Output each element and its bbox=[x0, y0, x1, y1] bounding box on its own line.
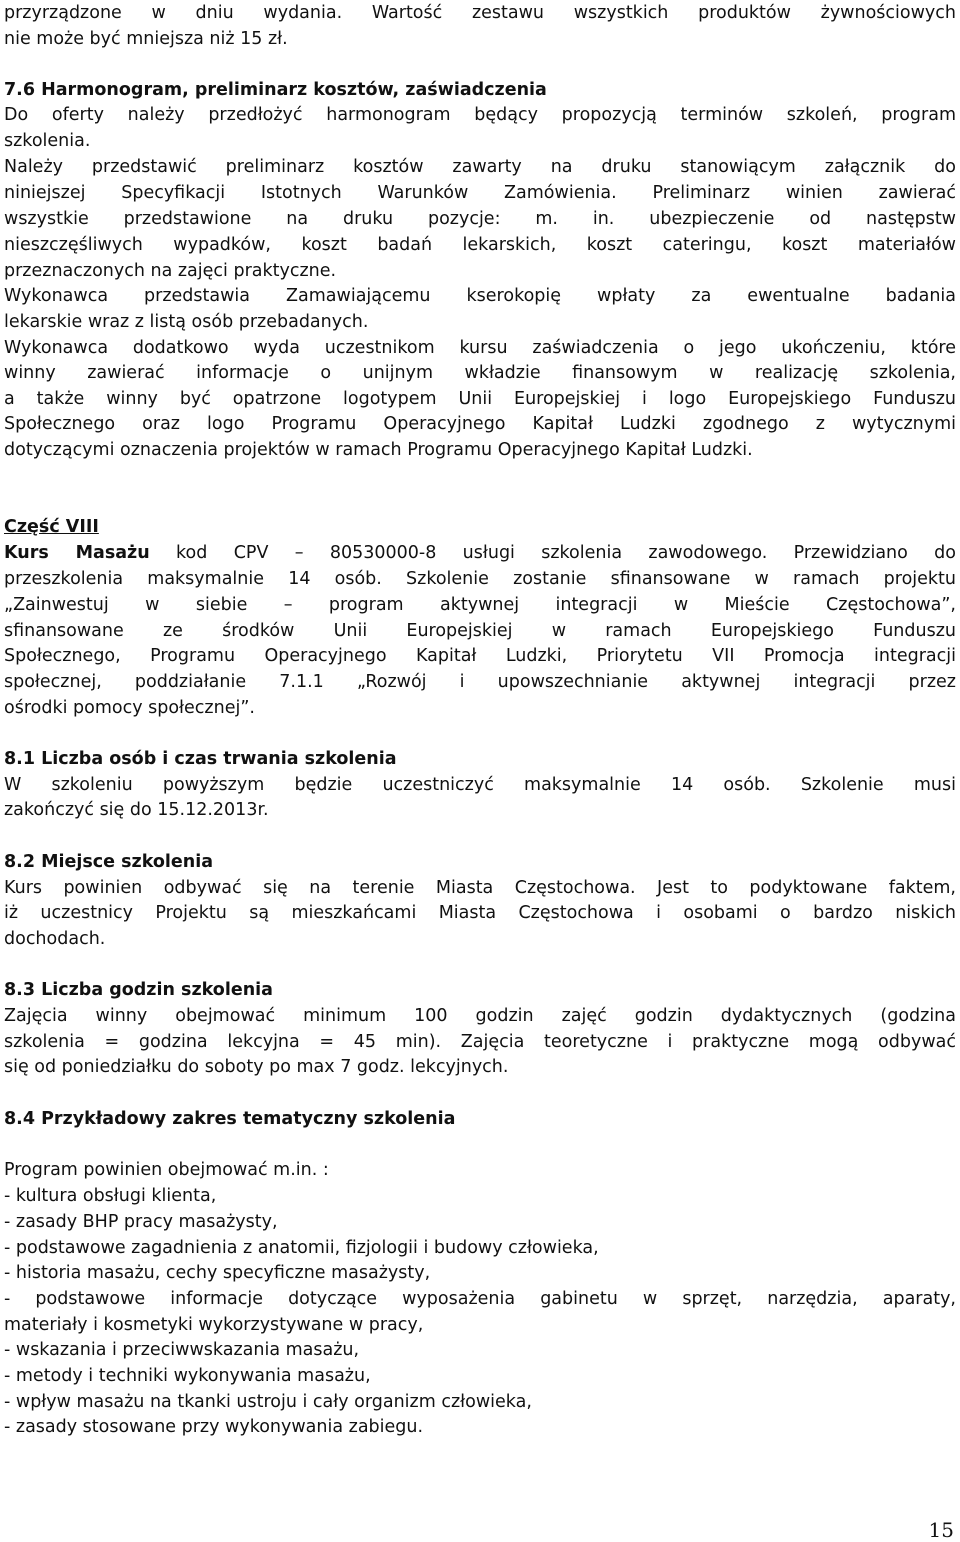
paragraph-line bbox=[4, 541, 956, 566]
list-item: - wpływ masażu na tkanki ustroju i cały organizm człowieka, bbox=[4, 1392, 532, 1412]
paragraph-line: Społecznego, Programu Operacyjnego Kapitał Ludzki, Priorytetu VII Promocja integracji bbox=[4, 646, 956, 666]
section-8-3-heading: 8.3 Liczba godzin szkolenia bbox=[4, 980, 273, 1000]
course-line-rest: kod CPV – 80530000-8 usługi szkolenia zawodowego. Przewidziano do bbox=[149, 543, 956, 563]
list-intro: Program powinien obejmować m.in. : bbox=[4, 1160, 329, 1180]
section-8-1-heading: 8.1 Liczba osób i czas trwania szkolenia bbox=[4, 749, 397, 769]
paragraph-line: Do oferty należy przedłożyć harmonogram będący propozycją terminów szkoleń, program bbox=[4, 105, 956, 125]
paragraph-line: Zajęcia winny obejmować minimum 100 godzin zajęć godzin dydaktycznych (godzina bbox=[4, 1006, 956, 1026]
list-item: - historia masażu, cechy specyficzne masażysty, bbox=[4, 1263, 431, 1283]
paragraph-line: Kurs powinien odbywać się na terenie Miasta Częstochowa. Jest to podyktowane faktem, bbox=[4, 878, 956, 898]
intro-line: nie może być mniejsza niż 15 zł. bbox=[4, 29, 288, 49]
paragraph-line: Społecznego oraz logo Programu Operacyjnego Kapitał Ludzki zgodnego z wytycznymi bbox=[4, 414, 956, 434]
paragraph-line: W szkoleniu powyższym będzie uczestniczyć maksymalnie 14 osób. Szkolenie musi bbox=[4, 775, 956, 795]
list-item: - podstawowe informacje dotyczące wyposażenia gabinetu w sprzęt, narzędzia, aparaty, bbox=[4, 1289, 956, 1309]
list-item: - zasady stosowane przy wykonywania zabiegu. bbox=[4, 1417, 424, 1437]
paragraph-line: szkolenia. bbox=[4, 131, 91, 151]
list-item: - metody i techniki wykonywania masażu, bbox=[4, 1366, 371, 1386]
paragraph-line: sfinansowane ze środków Unii Europejskiej w ramach Europejskiego Funduszu bbox=[4, 621, 956, 641]
paragraph-line: społecznej, poddziałanie 7.1.1 „Rozwój i upowszechnianie aktywnej integracji przez bbox=[4, 672, 956, 692]
section-8-2-heading: 8.2 Miejsce szkolenia bbox=[4, 852, 214, 872]
paragraph-line: iż uczestnicy Projektu są mieszkańcami Miasta Częstochowa i osobami o bardzo niskich bbox=[4, 903, 956, 923]
page-number: 15 bbox=[928, 1518, 954, 1542]
list-item: - podstawowe zagadnienia z anatomii, fizjologii i budowy człowieka, bbox=[4, 1238, 599, 1258]
paragraph-line: nieszczęśliwych wypadków, koszt badań lekarskich, koszt cateringu, koszt materiałów bbox=[4, 235, 956, 255]
list-item: - kultura obsługi klienta, bbox=[4, 1186, 217, 1206]
paragraph-line: się od poniedziałku do soboty po max 7 godz. lekcyjnych. bbox=[4, 1057, 509, 1077]
paragraph-line: a także winny być opatrzone logotypem Unii Europejskiej i logo Europejskiego Funduszu bbox=[4, 389, 956, 409]
paragraph-line: niniejszej Specyfikacji Istotnych Warunków Zamówienia. Preliminarz winien zawierać bbox=[4, 183, 956, 203]
section-7-6-heading: 7.6 Harmonogram, preliminarz kosztów, zaświadczenia bbox=[4, 80, 547, 100]
paragraph-line: przeznaczonych na zajęci praktyczne. bbox=[4, 261, 337, 281]
paragraph-line: ośrodki pomocy społecznej”. bbox=[4, 698, 255, 718]
part-viii-heading: Część VIII bbox=[4, 517, 99, 537]
paragraph-line: Wykonawca przedstawia Zamawiającemu kserokopię wpłaty za ewentualne badania bbox=[4, 286, 956, 306]
list-item: materiały i kosmetyki wykorzystywane w pracy, bbox=[4, 1315, 424, 1335]
section-8-4-heading: 8.4 Przykładowy zakres tematyczny szkolenia bbox=[4, 1109, 456, 1129]
paragraph-line: Należy przedstawić preliminarz kosztów zawarty na druku stanowiącym załącznik do bbox=[4, 157, 956, 177]
list-item: - zasady BHP pracy masażysty, bbox=[4, 1212, 278, 1232]
paragraph-line: Wykonawca dodatkowo wyda uczestnikom kursu zaświadczenia o jego ukończeniu, które bbox=[4, 338, 956, 358]
paragraph-line: winny zawierać informacje o unijnym wkładzie finansowym w realizację szkolenia, bbox=[4, 363, 956, 383]
paragraph-line: lekarskie wraz z listą osób przebadanych. bbox=[4, 312, 369, 332]
intro-line: przyrządzone w dniu wydania. Wartość zestawu wszystkich produktów żywnościowych bbox=[4, 3, 956, 23]
paragraph-line: przeszkolenia maksymalnie 14 osób. Szkolenie zostanie sfinansowane w ramach projektu bbox=[4, 569, 956, 589]
paragraph-line: szkolenia = godzina lekcyjna = 45 min). Zajęcia teoretyczne i praktyczne mogą odbywać bbox=[4, 1032, 956, 1052]
paragraph-line: dotyczącymi oznaczenia projektów w ramach Programu Operacyjnego Kapitał Ludzki. bbox=[4, 440, 753, 460]
paragraph-line: wszystkie przedstawione na druku pozycje: m. in. ubezpieczenie od następstw bbox=[4, 209, 956, 229]
paragraph-line: „Zainwestuj w siebie – program aktywnej integracji w Mieście Częstochowa”, bbox=[4, 595, 956, 615]
list-item: - wskazania i przeciwwskazania masażu, bbox=[4, 1340, 360, 1360]
paragraph-line: dochodach. bbox=[4, 929, 106, 949]
paragraph-line: zakończyć się do 15.12.2013r. bbox=[4, 800, 269, 820]
course-name: Kurs Masażu bbox=[4, 543, 150, 563]
